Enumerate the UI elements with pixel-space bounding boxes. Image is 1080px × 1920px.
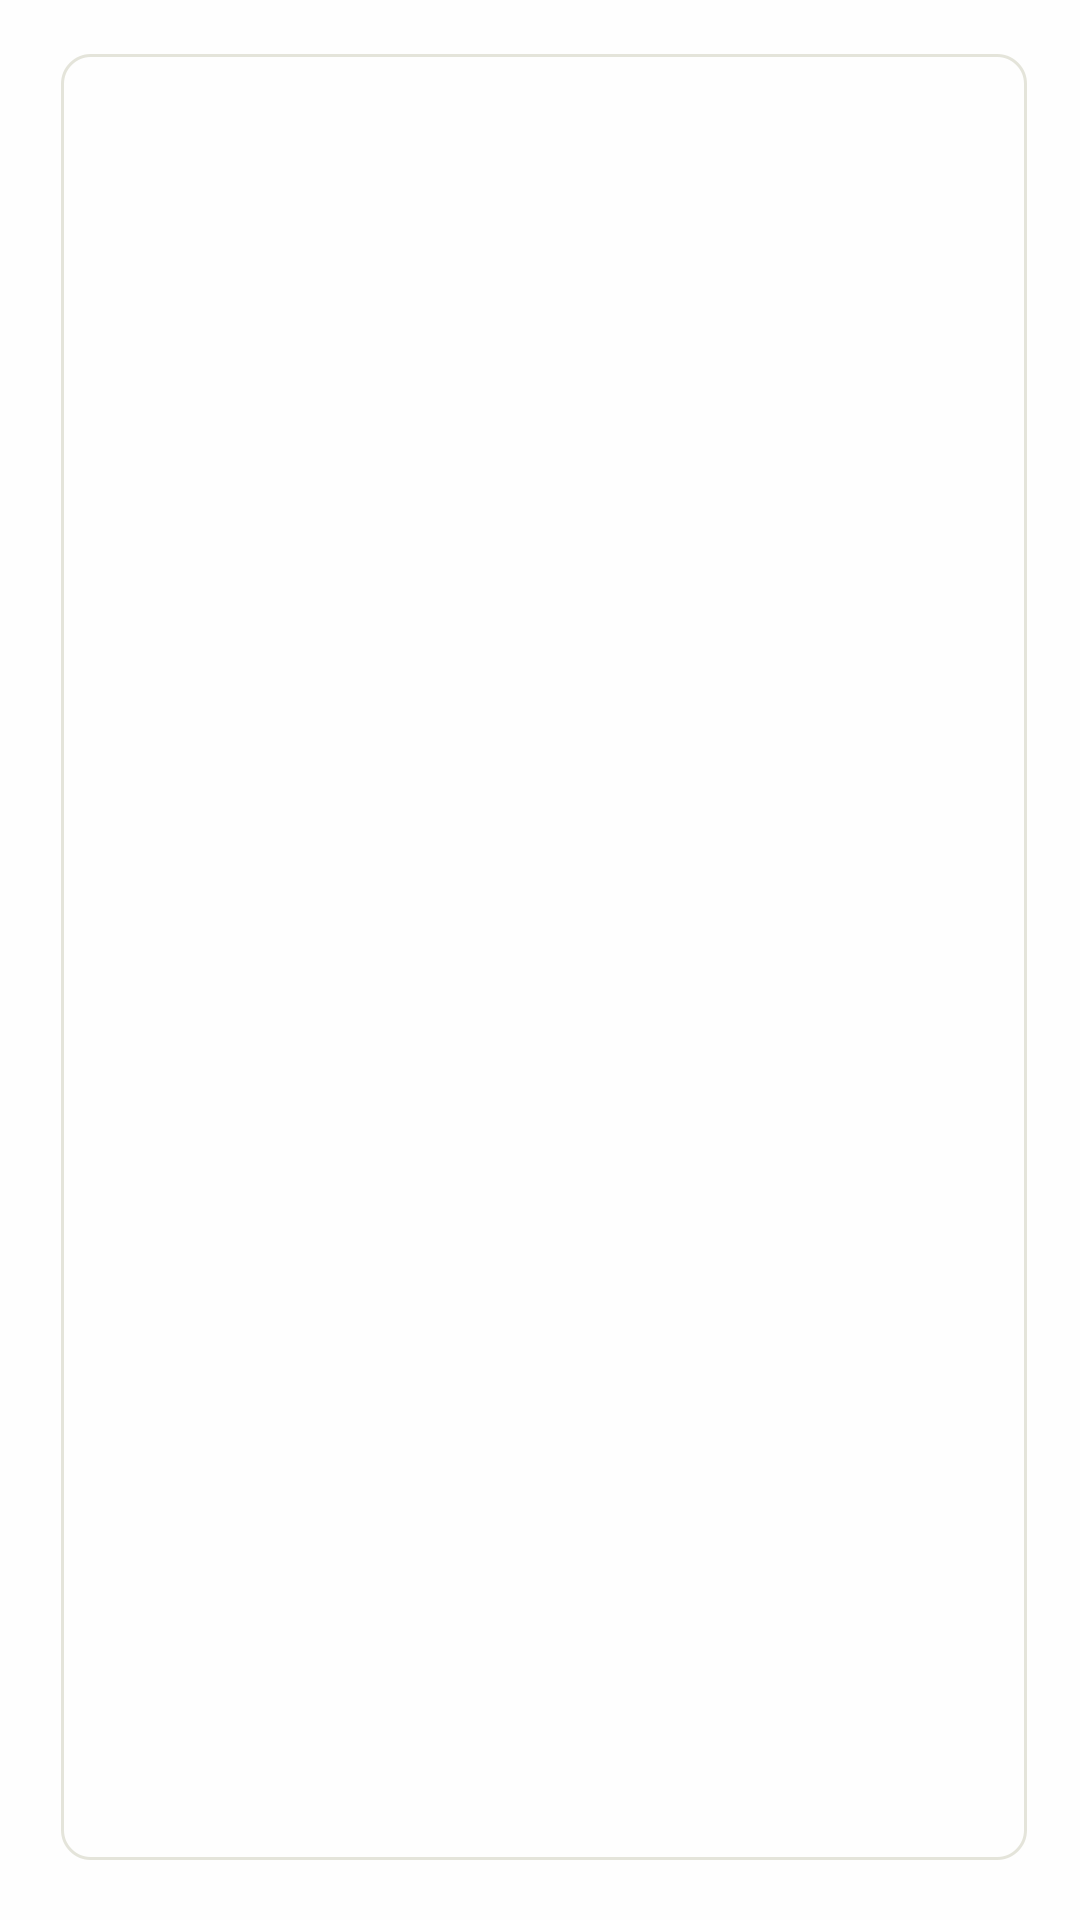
content-card	[61, 54, 1027, 1860]
